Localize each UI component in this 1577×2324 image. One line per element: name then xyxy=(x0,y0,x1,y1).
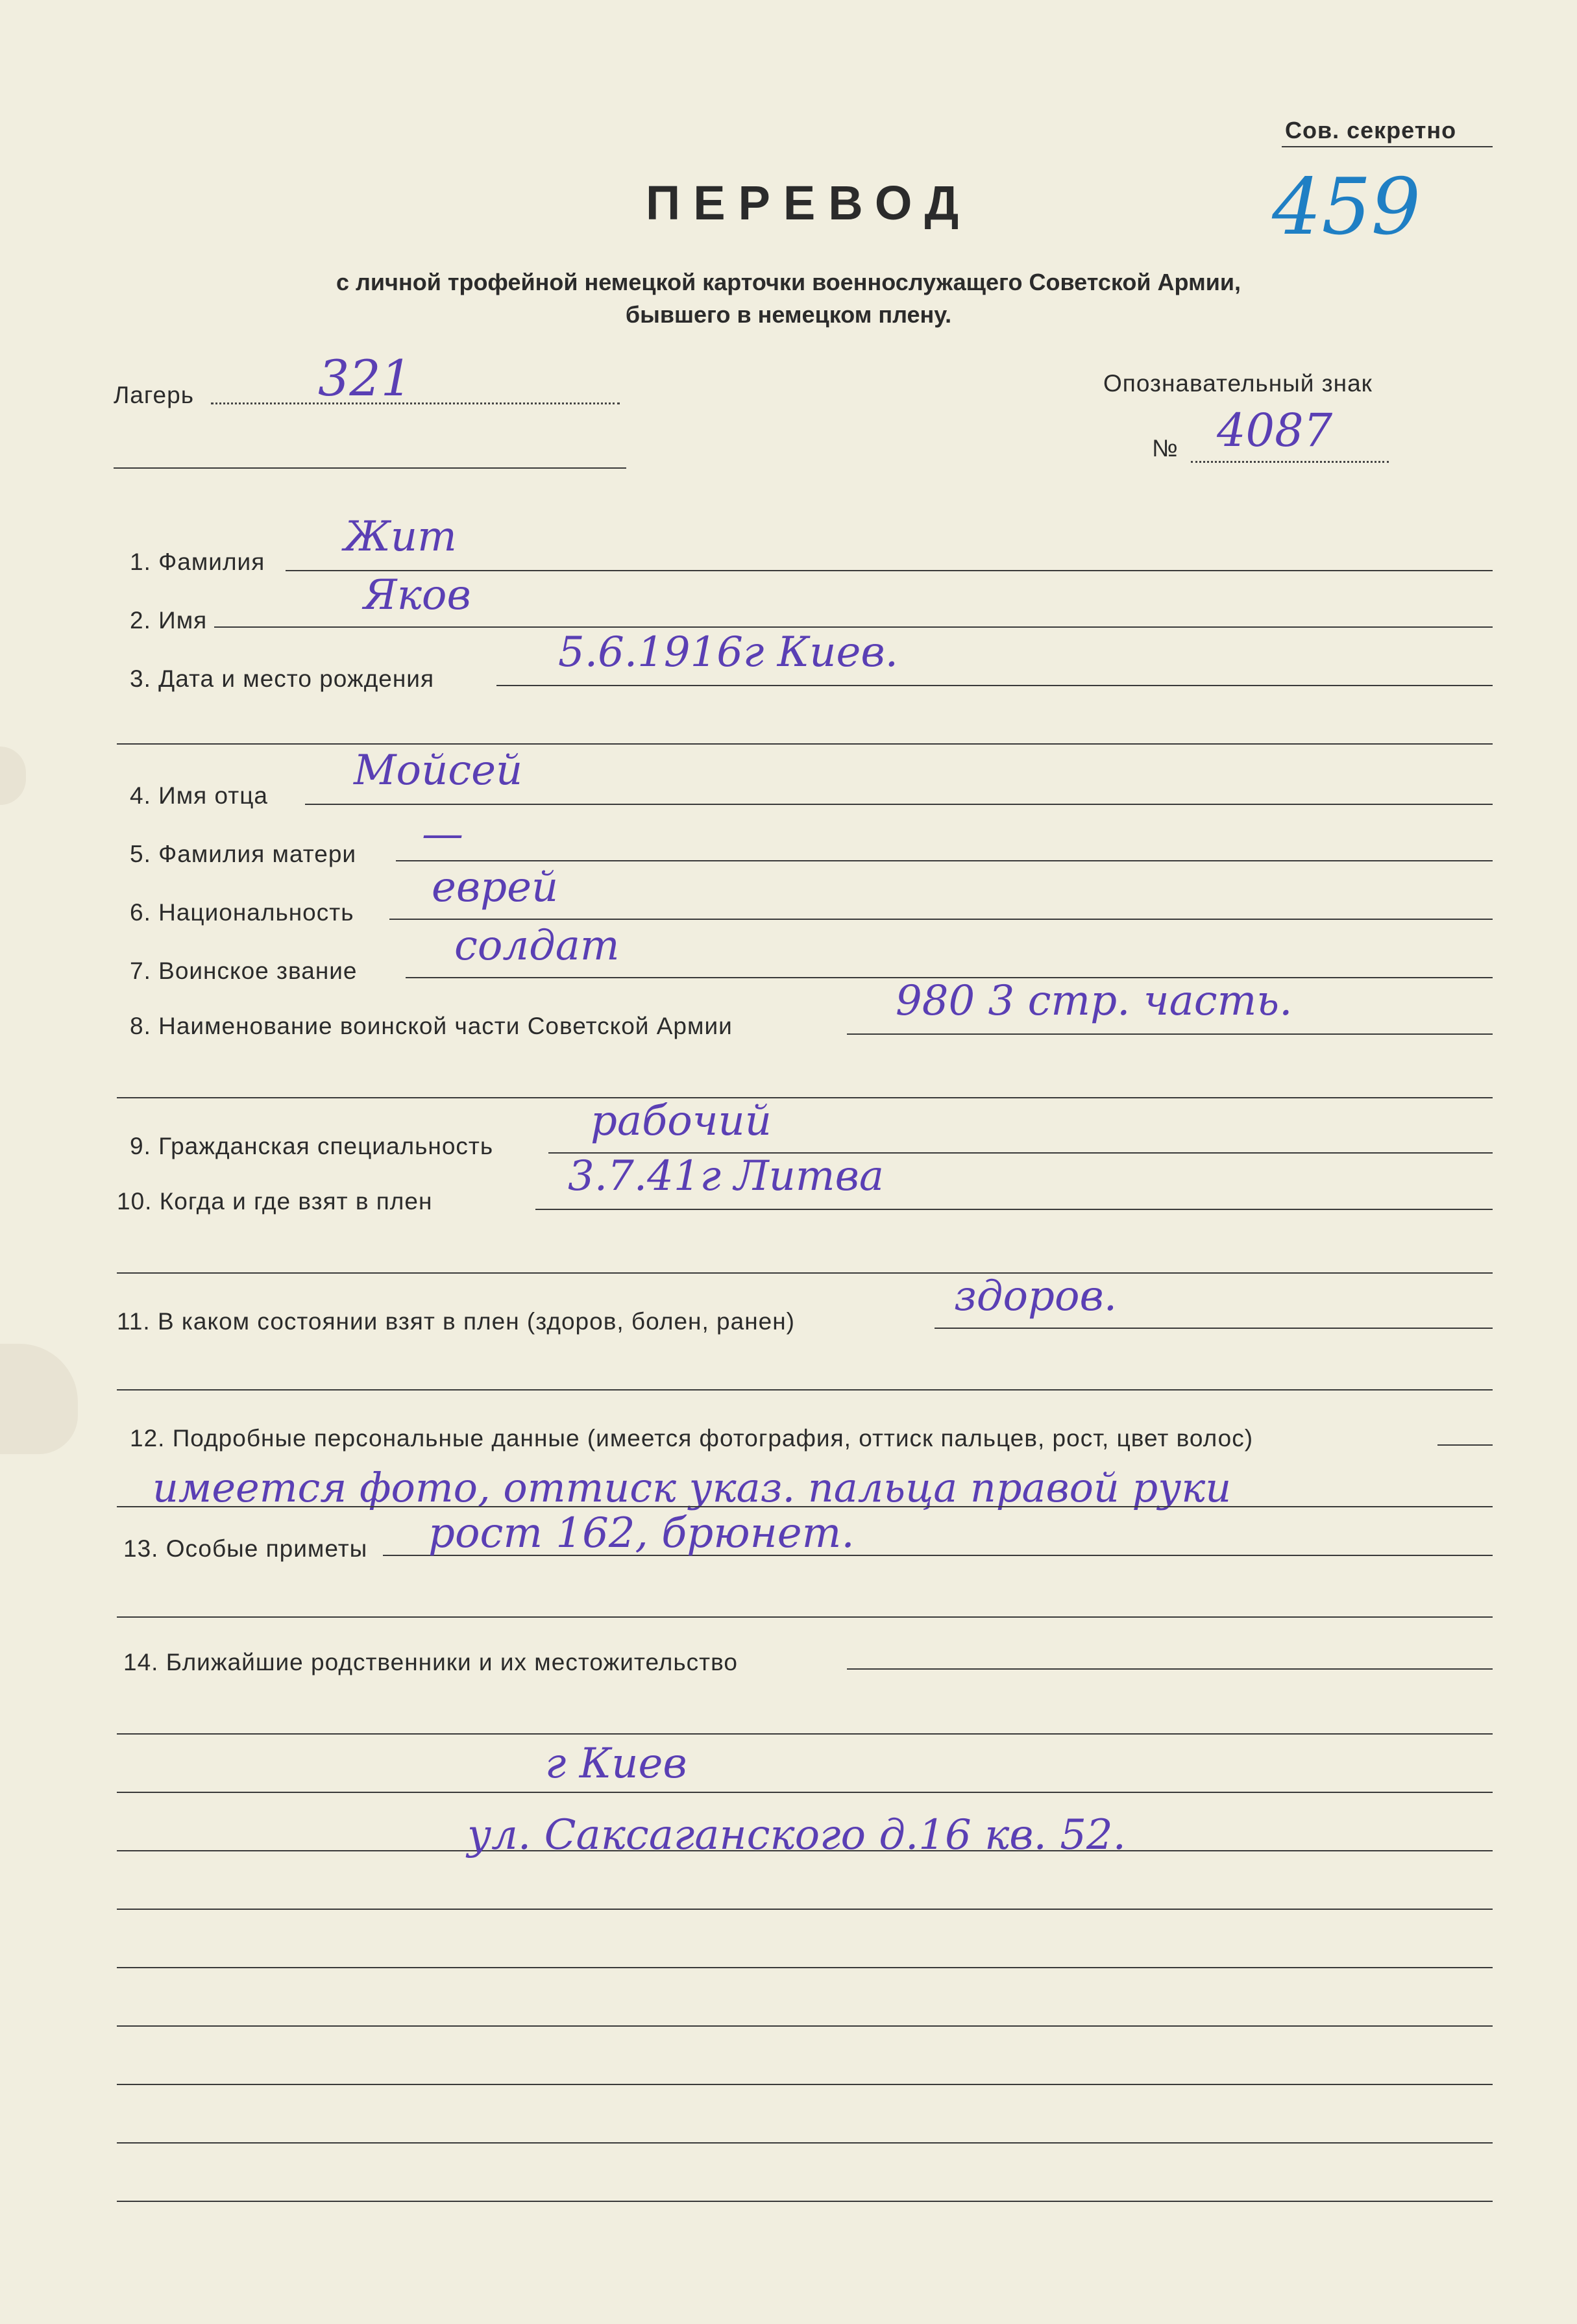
field-line-unit xyxy=(847,1033,1493,1035)
field-line-birth xyxy=(496,685,1493,686)
blank-line xyxy=(117,1967,1493,1968)
field-value-profession: рабочий xyxy=(591,1097,772,1145)
field-line-name xyxy=(214,626,1493,628)
field-line-details xyxy=(1437,1444,1493,1446)
field-label-details: 12. Подробные персональные данные (имеется фотография, оттиск пальцев, рост, цвет волос) xyxy=(130,1425,1254,1452)
field-value-name: Яков xyxy=(363,571,471,619)
field-label-rank: 7. Воинское звание xyxy=(130,958,358,984)
field-value-details: имеется фото, оттиск указ. пальца правой руки xyxy=(153,1464,1232,1511)
blank-line xyxy=(117,2201,1493,2202)
field-line-details-2 xyxy=(117,1506,1493,1507)
relatives-address: ул. Саксаганского д.16 кв. 52. xyxy=(467,1811,1126,1859)
page-title: ПЕРЕВОД xyxy=(646,176,972,230)
subtitle-line-1: с личной трофейной немецкой карточки военнослужащего Советской Армии, xyxy=(336,269,1241,295)
relatives-city: г Киев xyxy=(545,1740,687,1788)
field-label-surname: 1. Фамилия xyxy=(130,549,265,575)
blank-line xyxy=(117,1909,1493,1910)
camp-line xyxy=(211,402,620,404)
field-line-birth-2 xyxy=(117,743,1493,745)
field-value-condition: здоров. xyxy=(954,1272,1118,1320)
field-value-birth: 5.6.1916г Киев. xyxy=(558,628,898,676)
field-line-mother xyxy=(396,860,1493,861)
field-label-unit: 8. Наименование воинской части Советской Армии xyxy=(130,1013,733,1039)
field-line-relatives xyxy=(847,1668,1493,1670)
field-value-nationality: еврей xyxy=(432,863,559,911)
field-line-captured xyxy=(535,1209,1493,1210)
blank-line xyxy=(117,2142,1493,2144)
field-value-father: Мойсей xyxy=(354,747,523,795)
page-subtitle xyxy=(195,266,1382,331)
torn-edge xyxy=(0,747,26,805)
field-value-unit: 980 3 стр. часть. xyxy=(896,977,1293,1025)
field-value-surname: Жит xyxy=(344,513,457,561)
blank-line xyxy=(117,2025,1493,2027)
field-label-mother: 5. Фамилия матери xyxy=(130,841,357,867)
field-label-profession: 9. Гражданская специальность xyxy=(130,1133,494,1159)
field-line-unit-2 xyxy=(117,1097,1493,1098)
handwritten-number: 459 xyxy=(1272,162,1421,253)
field-value-mother: — xyxy=(422,810,463,858)
field-label-condition: 11. В каком состоянии взят в плен (здоров, болен, ранен) xyxy=(117,1308,795,1335)
blank-line xyxy=(117,1733,1493,1735)
field-label-birth: 3. Дата и место рождения xyxy=(130,665,434,692)
field-line-nationality xyxy=(389,919,1493,920)
id-sign-no: № xyxy=(1152,435,1179,462)
torn-edge xyxy=(0,1344,78,1454)
subtitle-line-2: бывшего в немецком плену. xyxy=(625,301,952,328)
field-label-nationality: 6. Национальность xyxy=(130,899,354,926)
id-sign-label: Опознавательный знак xyxy=(1103,370,1373,397)
field-label-features: 13. Особые приметы xyxy=(123,1535,368,1562)
field-value-rank: солдат xyxy=(454,922,620,970)
field-line-condition-2 xyxy=(117,1389,1493,1391)
field-line-condition xyxy=(935,1328,1493,1329)
field-line-father xyxy=(305,804,1493,805)
blank-line xyxy=(117,2084,1493,2085)
field-label-relatives: 14. Ближайшие родственники и их местожительство xyxy=(123,1649,738,1675)
id-sign-value: 4087 xyxy=(1217,404,1333,457)
blank-line xyxy=(117,1792,1493,1793)
field-line-features-2 xyxy=(117,1616,1493,1618)
camp-label: Лагерь xyxy=(114,382,194,408)
camp-line-2 xyxy=(114,467,626,469)
id-sign-line xyxy=(1191,461,1389,463)
camp-value: 321 xyxy=(318,349,413,407)
field-value-features: рост 162, брюнет. xyxy=(428,1509,855,1557)
field-value-captured: 3.7.41г Литва xyxy=(568,1152,884,1200)
secret-stamp: Сов. секретно xyxy=(1285,117,1457,143)
field-label-captured: 10. Когда и где взят в плен xyxy=(117,1188,433,1215)
secret-underline xyxy=(1282,146,1493,147)
field-label-father: 4. Имя отца xyxy=(130,782,268,809)
field-label-name: 2. Имя xyxy=(130,607,208,634)
field-line-captured-2 xyxy=(117,1272,1493,1274)
